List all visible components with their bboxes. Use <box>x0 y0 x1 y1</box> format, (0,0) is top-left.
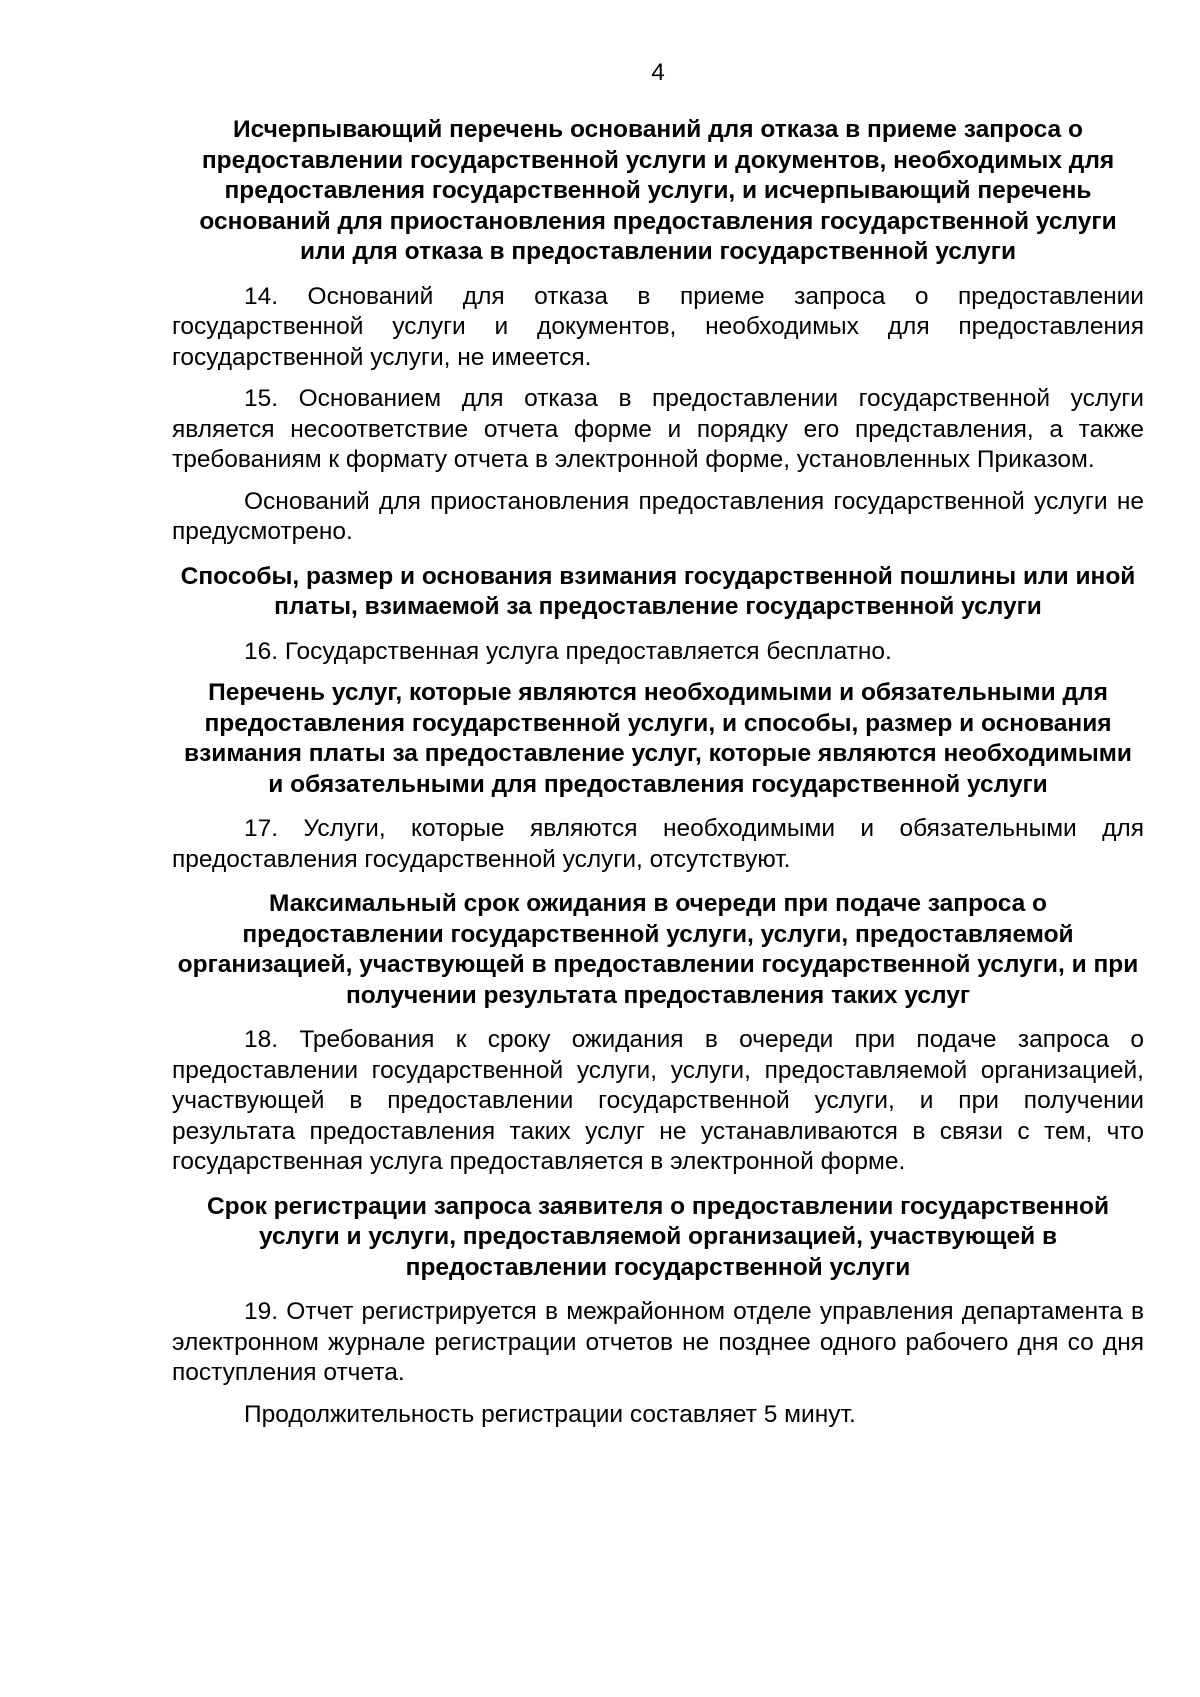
paragraph-17: 17. Услуги, которые являются необходимыми и обязательными для предоставления государственной услуги, отсутствуют. <box>172 815 1144 873</box>
paragraph-suspension: Оснований для приостановления предоставления государственной услуги не предусмотрено. <box>172 487 1144 545</box>
page-number: 4 <box>651 59 665 86</box>
section-heading-fees: Способы, размер и основания взимания государственной пошлины или иной платы, взимаемой за предоставление государственной услуги <box>180 562 1136 620</box>
paragraph-18: 18. Требования к сроку ожидания в очереди при подаче запроса о предоставлении государственной услуги, услуги, предоставляемой организацией, участвующей в предоставлении государственной услуги, и при получении результата предоставления таких услуг не устанавливаются в связи с тем, что государственная услуга предоставляется в электронной форме. <box>172 1026 1144 1175</box>
section-heading-waiting-time: Максимальный срок ожидания в очереди при подаче запроса о предоставлении государственной услуги, услуги, предоставляемой организацией, участвующей в предоставлении государственной услуги, и при получении результата предоставления таких услуг <box>177 890 1139 1009</box>
paragraph-14: 14. Оснований для отказа в приеме запроса о предоставлении государственной услуги и документов, необходимых для предоставления государственной услуги, не имеется. <box>172 282 1144 371</box>
paragraph-19: 19. Отчет регистрируется в межрайонном отделе управления департамента в электронном журнале регистрации отчетов не позднее одного рабочего дня со дня поступления отчета. <box>172 1298 1144 1386</box>
section-heading-registration-time: Срок регистрации запроса заявителя о предоставлении государственной услуги и услуги, предоставляемой организацией, участвующей в предоставлении государственной услуги <box>206 1192 1110 1281</box>
paragraph-15: 15. Основанием для отказа в предоставлении государственной услуги является несоответствие отчета форме и порядку его представления, а также требованиям к формату отчета в электронной форме, установленных Приказом. <box>172 385 1144 473</box>
section-heading-refusal-grounds: Исчерпывающий перечень оснований для отказа в приеме запроса о предоставлении государственной услуги и документов, необходимых для предоставления государственной услуги, и исчерпывающий перечень оснований для приостановления предоставления государственной услуги или для отказа в предоставлении государственной услуги <box>199 116 1117 265</box>
section-heading-required-services: Перечень услуг, которые являются необходимыми и обязательными для предоставления государственной услуги, и способы, размер и основания взимания платы за предоставление услуг, которые являются необходимыми и обязательными для предоставления государственной услуги <box>184 679 1132 798</box>
paragraph-16: 16. Государственная услуга предоставляется бесплатно. <box>244 637 892 665</box>
paragraph-registration-duration: Продолжительность регистрации составляет 5 минут. <box>244 1400 856 1428</box>
document-body <box>172 115 1144 1430</box>
